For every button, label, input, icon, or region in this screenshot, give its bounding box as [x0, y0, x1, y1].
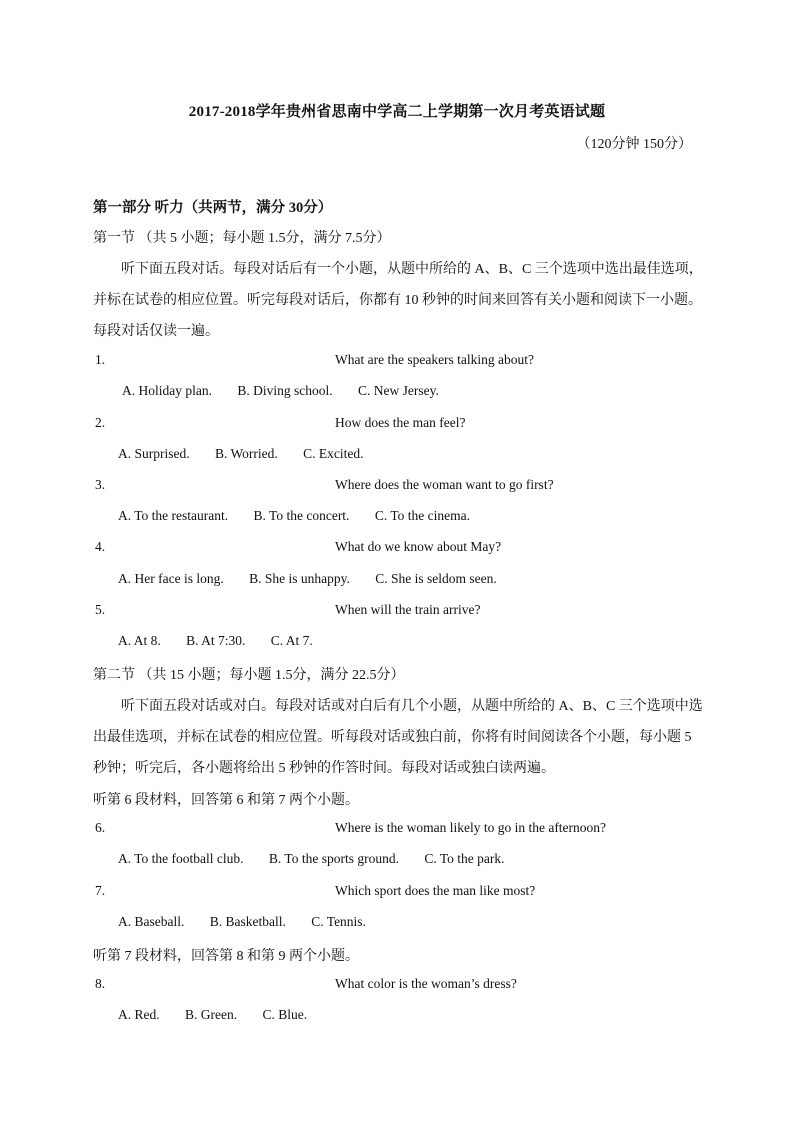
- option-a: A. Holiday plan.: [122, 383, 212, 398]
- option-c: C. Excited.: [303, 446, 364, 461]
- section1-heading: 第一节 （共 5 小题；每小题 1.5分，满分 7.5分）: [93, 231, 391, 246]
- question-options: [122, 383, 461, 399]
- question-options: [118, 914, 388, 930]
- option-c: C. Tennis.: [311, 914, 366, 929]
- option-b: B. Green.: [185, 1007, 238, 1022]
- question-number: 2.: [95, 415, 106, 430]
- group-instruction-7: 听第 7 段材料，回答第 8 和第 9 两个小题。: [93, 949, 359, 964]
- option-b: B. Basketball.: [209, 914, 286, 929]
- question-text: What do we know about May?: [335, 539, 502, 554]
- question-text: Which sport does the man like most?: [335, 883, 536, 898]
- question-options: [118, 851, 527, 867]
- question-number: 3.: [95, 477, 106, 492]
- section1-instruction-line2: 并标在试卷的相应位置。听完每段对话后，你都有 10 秒钟的时间来回答有关小题和阅读下一小题。: [93, 293, 702, 308]
- question-text: How does the man feel?: [335, 415, 466, 430]
- question-number: 5.: [95, 602, 106, 617]
- question-number: 7.: [95, 883, 106, 898]
- option-c: C. At 7.: [270, 633, 313, 648]
- part1-heading: 第一部分 听力（共两节，满分 30分）: [93, 200, 333, 216]
- option-a: A. To the restaurant.: [118, 508, 229, 523]
- option-c: C. New Jersey.: [358, 383, 439, 398]
- section2-heading: 第二节 （共 15 小题；每小题 1.5分，满分 22.5分）: [93, 668, 405, 683]
- question-options: [118, 571, 519, 587]
- option-b: B. Worried.: [215, 446, 278, 461]
- question-number: 1.: [95, 352, 106, 367]
- option-b: B. She is unhappy.: [249, 571, 350, 586]
- section1-instruction-line1: 听下面五段对话。每段对话后有一个小题，从题中所给的 A、B、C 三个选项中选出最佳选项，: [121, 262, 703, 277]
- question-number: 6.: [95, 820, 106, 835]
- question-options: [118, 1007, 329, 1023]
- option-b: B. Diving school.: [237, 383, 333, 398]
- question-number: 8.: [95, 976, 106, 991]
- option-a: A. At 8.: [118, 633, 161, 648]
- exam-title: 2017-2018学年贵州省思南中学高二上学期第一次月考英语试题: [188, 104, 606, 120]
- option-b: B. To the sports ground.: [268, 851, 399, 866]
- option-c: C. She is seldom seen.: [375, 571, 497, 586]
- section2-instruction-line1: 听下面五段对话或对白。每段对话或对白后有几个小题，从题中所给的 A、B、C 三个选项中选: [121, 699, 703, 714]
- question-options: [118, 633, 335, 649]
- option-a: A. Her face is long.: [118, 571, 224, 586]
- option-c: C. Blue.: [262, 1007, 308, 1022]
- question-options: [118, 508, 492, 524]
- group-instruction-6: 听第 6 段材料，回答第 6 和第 7 两个小题。: [93, 793, 359, 808]
- question-text: What color is the woman’s dress?: [335, 976, 517, 991]
- option-a: A. Red.: [118, 1007, 160, 1022]
- option-a: A. Surprised.: [118, 446, 190, 461]
- option-a: A. To the football club.: [118, 851, 244, 866]
- question-number: 4.: [95, 539, 106, 554]
- question-options: [118, 446, 386, 462]
- section2-instruction-line3: 秒钟；听完后，各小题将给出 5 秒钟的作答时间。每段对话或独白读两遍。: [93, 761, 555, 776]
- option-b: B. At 7:30.: [186, 633, 246, 648]
- option-a: A. Baseball.: [118, 914, 185, 929]
- question-text: When will the train arrive?: [335, 602, 481, 617]
- section1-instruction-line3: 每段对话仅读一遍。: [93, 324, 219, 339]
- option-c: C. To the cinema.: [374, 508, 470, 523]
- question-text: Where does the woman want to go first?: [335, 477, 554, 492]
- option-c: C. To the park.: [424, 851, 505, 866]
- time-score-note: （120分钟 150分）: [576, 137, 692, 152]
- question-text: Where is the woman likely to go in the afternoon?: [335, 820, 607, 835]
- question-text: What are the speakers talking about?: [335, 352, 535, 367]
- option-b: B. To the concert.: [253, 508, 350, 523]
- section2-instruction-line2: 出最佳选项，并标在试卷的相应位置。听每段对话或独白前，你将有时间阅读各个小题，每小题 5: [93, 730, 692, 745]
